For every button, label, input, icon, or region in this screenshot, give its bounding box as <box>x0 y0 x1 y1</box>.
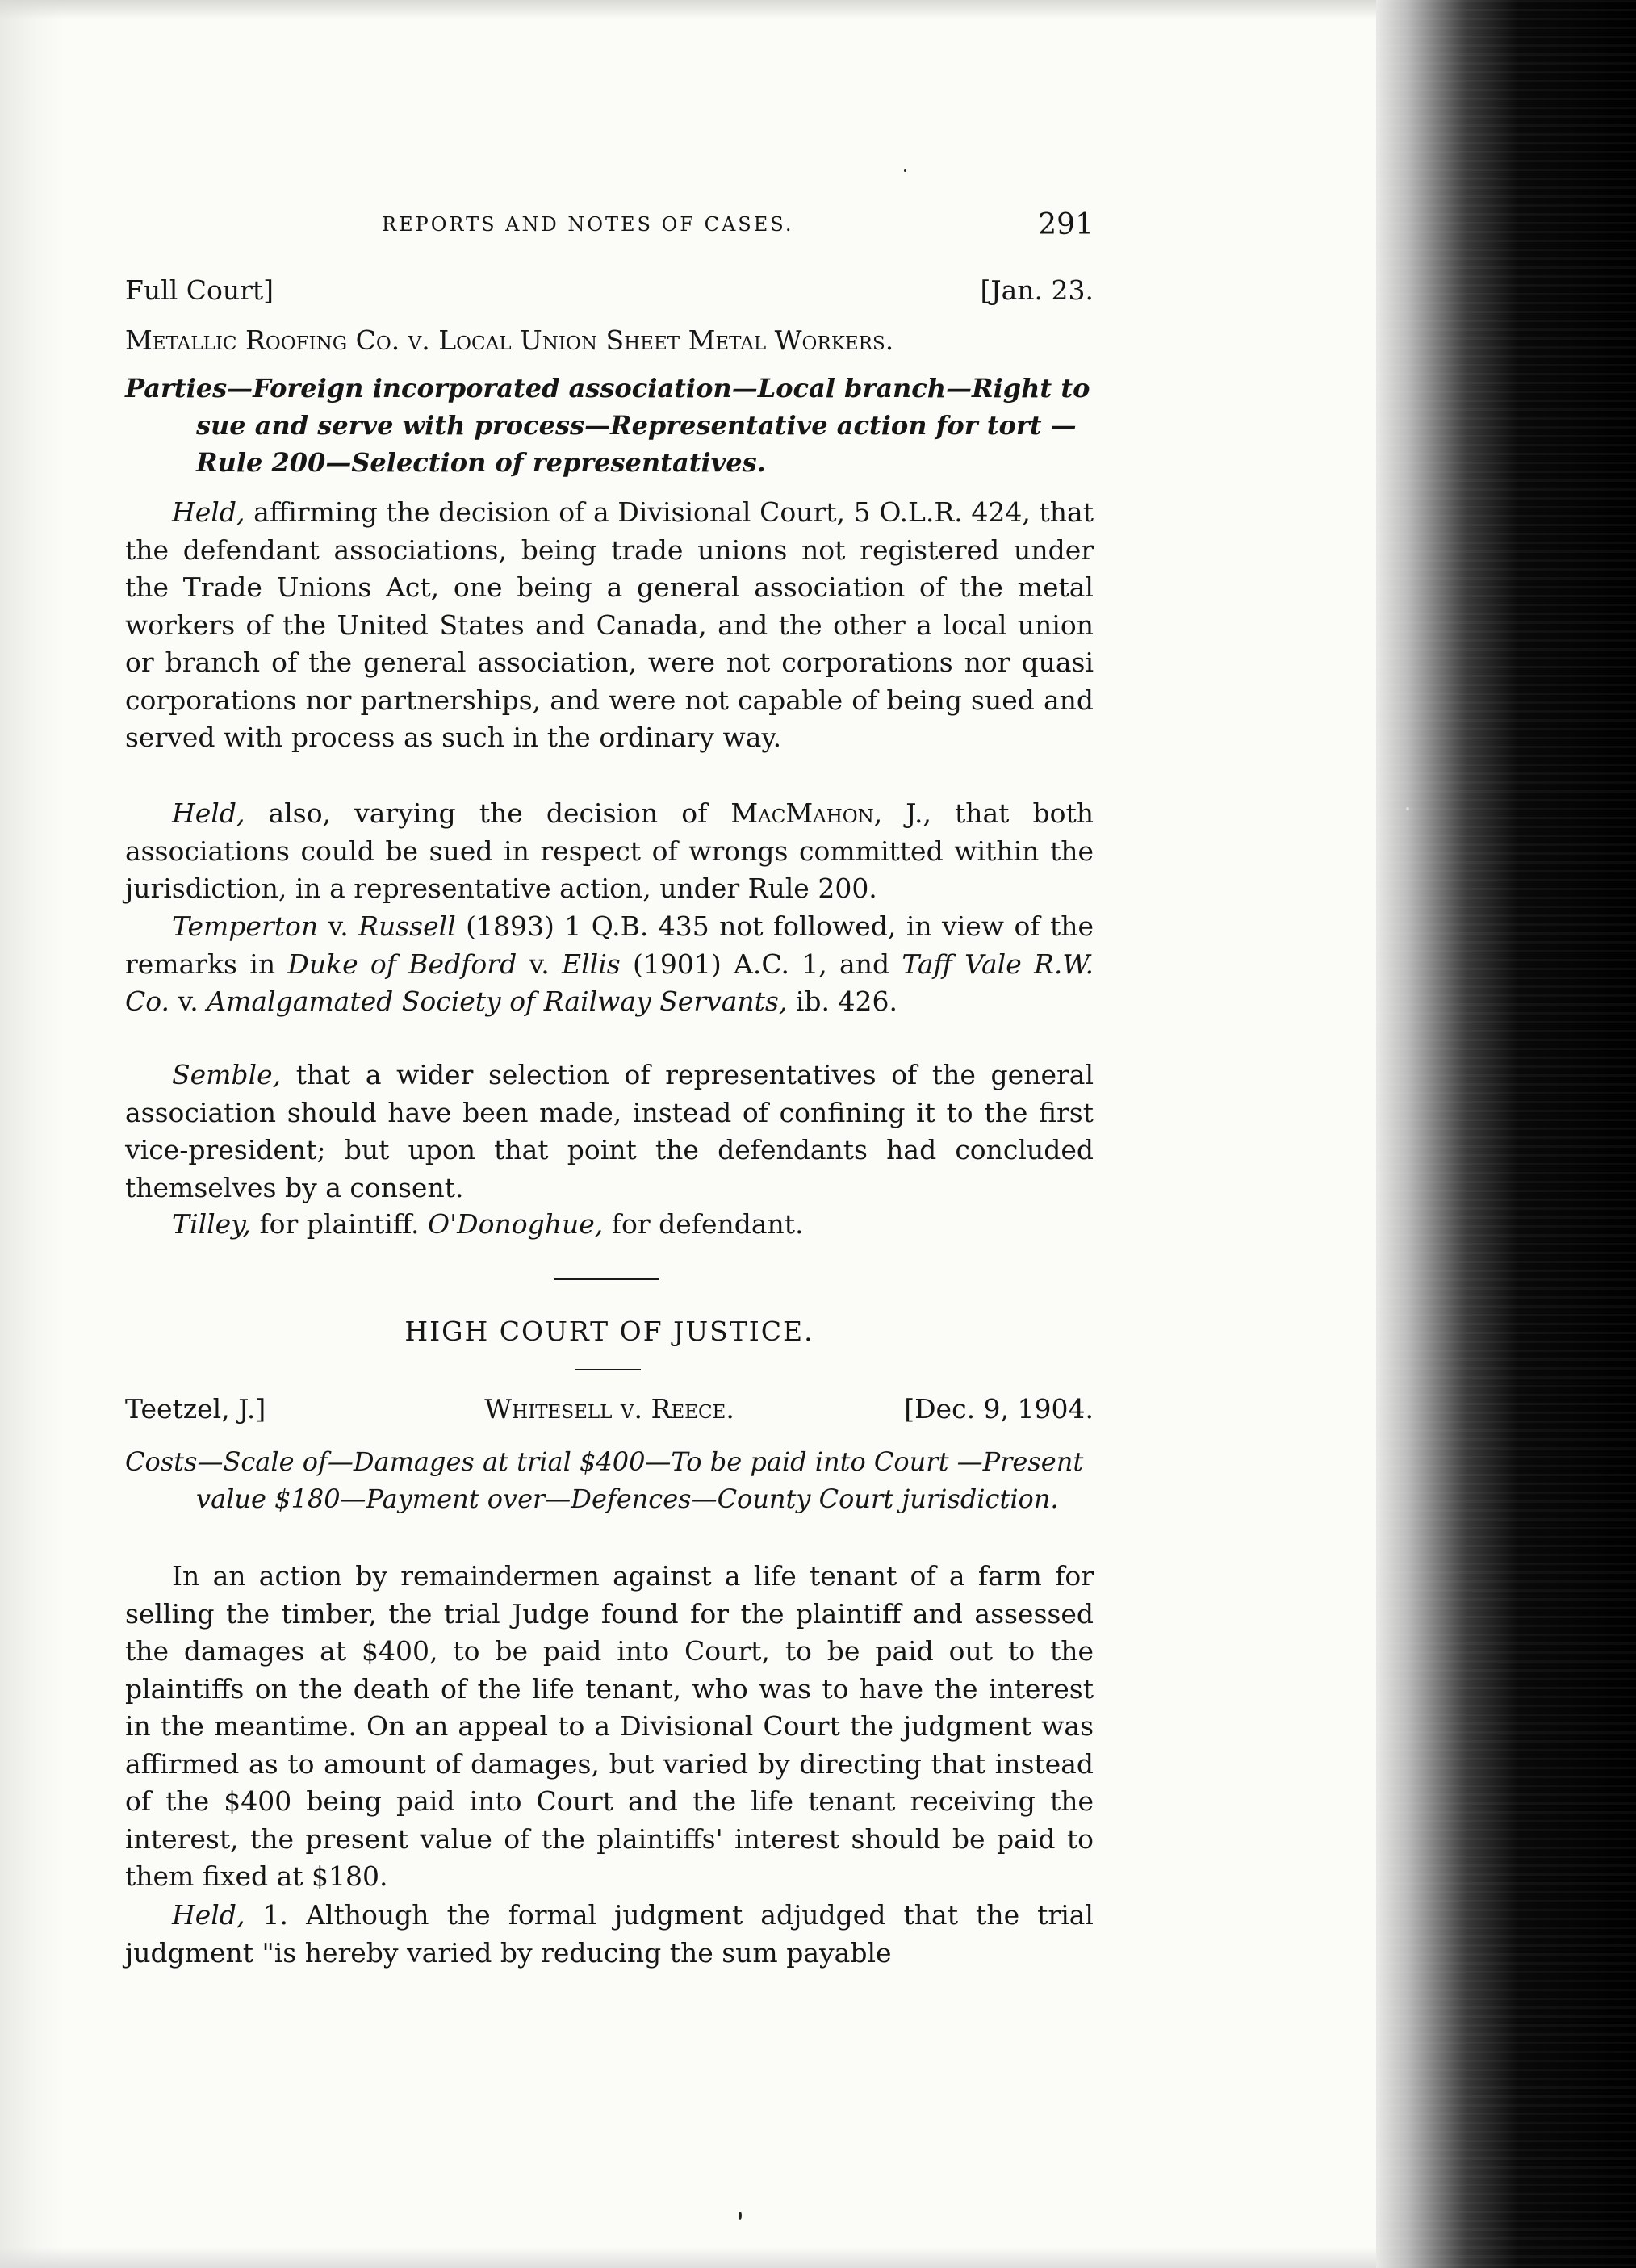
section-heading: HIGH COURT OF JUSTICE. <box>404 1316 814 1347</box>
case2-headnote: Costs—Scale of—Damages at trial $400—To be paid into Court —Present value $180—Payment over—Defences—County Court jurisdiction. <box>125 1446 1084 1514</box>
versus: v. <box>318 910 359 942</box>
case1-court-line <box>125 274 1094 312</box>
case2-held <box>125 1897 1094 1972</box>
semble-label: Semble, <box>172 1059 282 1090</box>
scan-speck <box>904 169 906 172</box>
case2-facts <box>125 1558 1094 1896</box>
case-party: Russell <box>358 910 456 942</box>
counsel-plaintiff-text: for plaintiff. <box>250 1208 429 1240</box>
citation: ib. 426. <box>787 985 897 1017</box>
held-label: Held, <box>172 797 245 829</box>
page-left-edge-shadow <box>0 0 65 2268</box>
running-head: REPORTS AND NOTES OF CASES. <box>382 213 794 236</box>
citation: (1893) 1 Q.B. 435 not followed, in view of the remarks in <box>125 910 1094 980</box>
page-header <box>125 208 1094 241</box>
case1-held-2 <box>125 795 1094 908</box>
semble-text: that a wider selection of representatives of the general association should have been made, instead of confining it to the first vice-president; but upon that point the defendants had concluded themselves by a consent. <box>125 1059 1094 1203</box>
case2-title: Whitesell v. Reece. <box>484 1393 734 1425</box>
page-number: 291 <box>1038 208 1094 241</box>
judge-name: MacMahon <box>730 797 874 829</box>
counsel-defendant-text: for defendant. <box>603 1208 804 1240</box>
case1-headnote: Parties—Foreign incorporated association—Local branch—Right to sue and serve with process—Representative action for tort —Rule 200—Selection of representatives. <box>125 373 1090 478</box>
case-party: Amalgamated Society of Railway Servants, <box>207 985 788 1017</box>
section-rule-top <box>554 1278 659 1280</box>
case1-semble <box>125 1057 1094 1207</box>
case-party: Ellis <box>562 948 621 980</box>
text-column <box>125 0 1094 2268</box>
case-name: Duke of Bedford <box>287 948 517 980</box>
held-text: 1. Although the formal judgment adjudged that the trial judgment "is hereby varied by reducing the sum payable <box>125 1899 1094 1969</box>
scan-speck <box>1406 807 1409 810</box>
held-1-text: affirming the decision of a Divisional Court, 5 O.L.R. 424, that the defendant associations, being trade unions not registered under the Trade Unions Act, one being a general association of the metal workers of the United States and Canada, and the other a local union or branch of the general association, were not corporations nor quasi corporations nor partnerships, and were not capable of being sued and served with process as such in the ordinary way. <box>125 496 1094 753</box>
case2-court-line <box>125 1393 1094 1430</box>
case1-court: Full Court] <box>125 274 274 306</box>
case1-held-1 <box>125 494 1094 757</box>
case-name: Taff Vale R.W. Co. <box>125 948 1094 1017</box>
held-2-pre: also, varying the decision of <box>245 797 731 829</box>
case2-date: [Dec. 9, 1904. <box>904 1393 1094 1425</box>
counsel-plaintiff: Tilley, <box>172 1208 251 1240</box>
citation: (1901) A.C. 1, and <box>620 948 902 980</box>
case2-judge: Teetzel, J.] <box>125 1393 266 1425</box>
versus: v. <box>517 948 563 980</box>
section-rule-bottom <box>575 1369 641 1370</box>
versus: v. <box>169 985 207 1017</box>
case-name: Temperton <box>172 910 319 942</box>
case1-counsel <box>125 1206 1094 1244</box>
held-label: Held, <box>172 1899 245 1931</box>
case1-title: Metallic Roofing Co. v. Local Union Sheet Metal Workers. <box>125 324 894 356</box>
held-label: Held, <box>172 496 245 528</box>
case1-date: [Jan. 23. <box>980 274 1094 306</box>
scan-speck <box>739 2212 742 2220</box>
book-gutter-shadow <box>1376 0 1636 2268</box>
counsel-defendant: O'Donoghue, <box>428 1208 604 1240</box>
facts-text: In an action by remaindermen against a life tenant of a farm for selling the timber, the trial Judge found for the plaintiff and assessed the damages at $400, to be paid into Court, to be paid out to the plaintiffs on the death of the life tenant, who was to have the interest in the meantime. On an appeal to a Divisional Court the judgment was affirmed as to amount of damages, but varied by directing that instead of the $400 being paid into Court and the life tenant receiving the interest, the present value of the plaintiffs' interest should be paid to them fixed at $180. <box>125 1560 1094 1892</box>
case1-temperton <box>125 908 1094 1021</box>
held-2-post: , J., that both associations could be sued in respect of wrongs committed within the jurisdiction, in a representative action, under Rule 200. <box>125 797 1094 904</box>
